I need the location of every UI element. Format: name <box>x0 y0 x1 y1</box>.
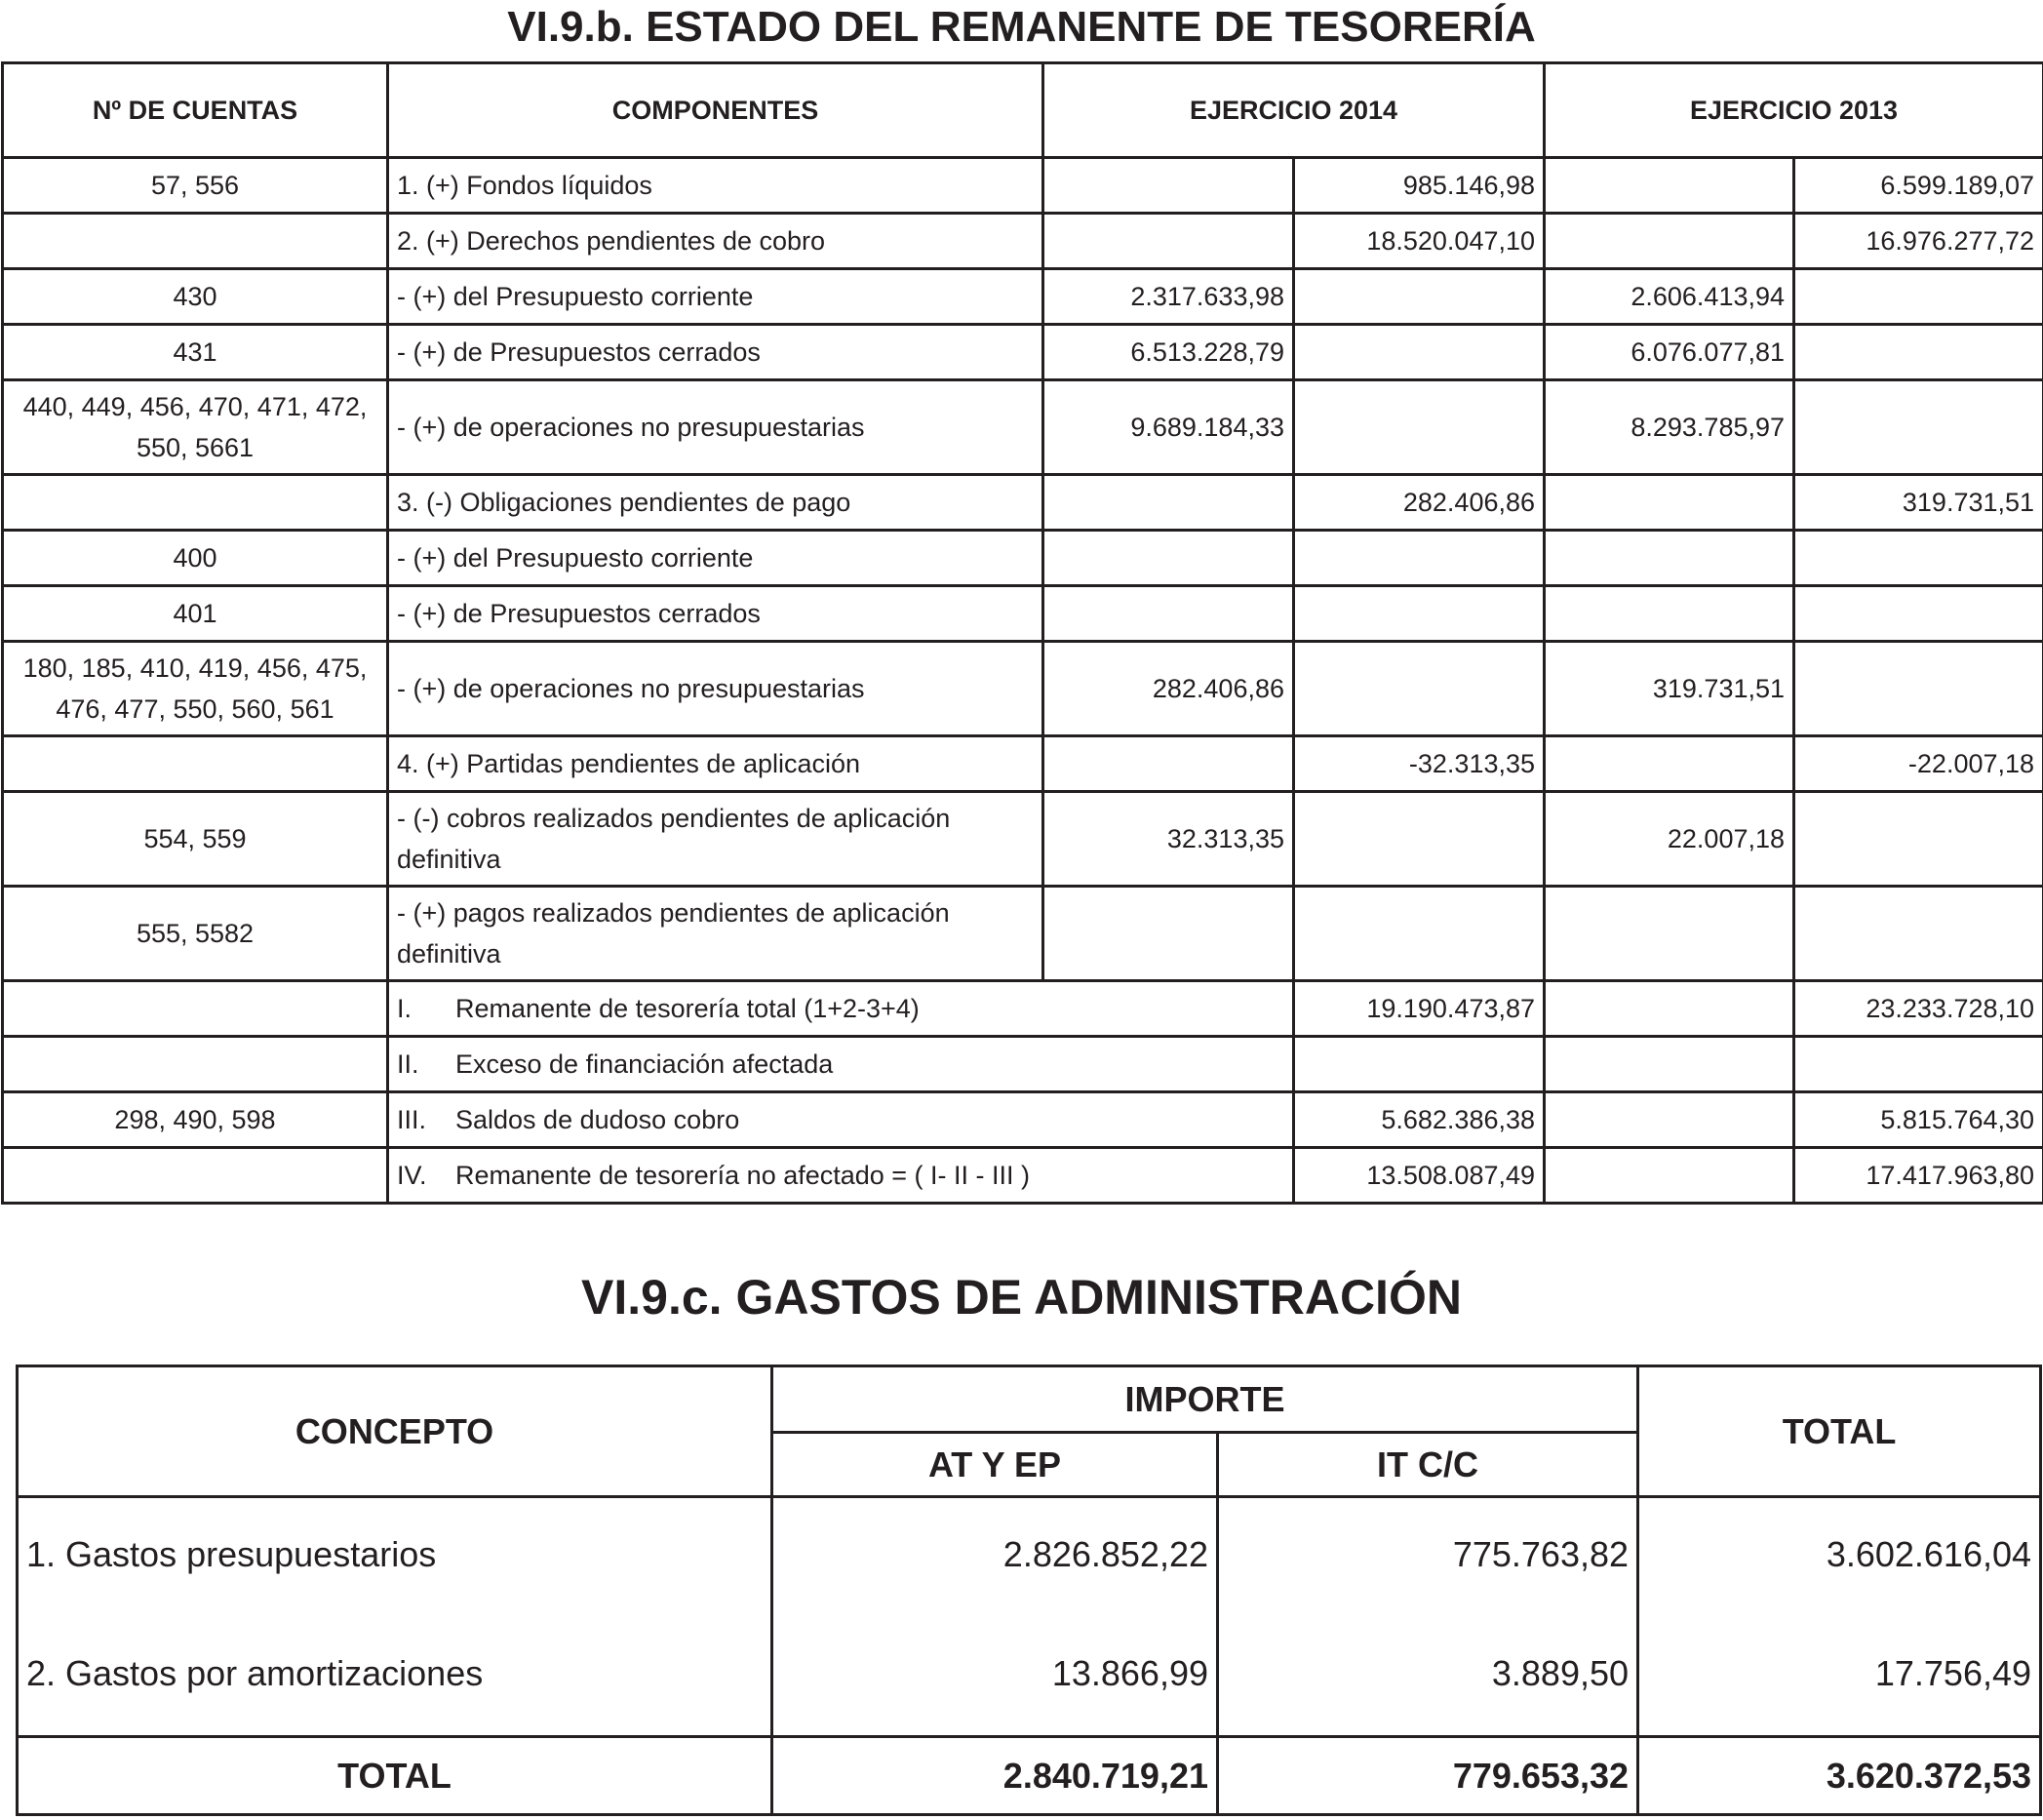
title-remanente-tesoreria: VI.9.b. ESTADO DEL REMANENTE DE TESORERÍA <box>507 3 1536 51</box>
componente-cell: - (-) cobros realizados pendientes de aplicación definitiva <box>388 792 1043 887</box>
cuentas-cell <box>3 1037 388 1092</box>
summary-row <box>3 1037 2043 1092</box>
cuentas-cell: 555, 5582 <box>3 887 388 981</box>
table-row <box>3 214 2043 269</box>
value-2013-detail <box>1545 586 1794 642</box>
header-it-cc: IT C/C <box>1218 1433 1638 1497</box>
remanente-tesoreria-table <box>1 61 2043 1205</box>
title-gastos-administracion: VI.9.c. GASTOS DE ADMINISTRACIÓN <box>581 1270 1462 1325</box>
table-row <box>3 531 2043 586</box>
value-2014-total <box>1294 1037 1545 1092</box>
at-y-ep-total: 2.840.719,21 <box>772 1737 1218 1815</box>
value-2014-total: 985.146,98 <box>1294 158 1545 214</box>
componente-cell: - (+) de operaciones no presupuestarias <box>388 642 1043 736</box>
cuentas-cell <box>3 214 388 269</box>
value-2013-total: 319.731,51 <box>1794 475 2043 531</box>
value-2013-total: 6.599.189,07 <box>1794 158 2043 214</box>
value-2014-total: 18.520.047,10 <box>1294 214 1545 269</box>
value-2013-total: -22.007,18 <box>1794 736 2043 792</box>
cuentas-cell <box>3 475 388 531</box>
header-ejercicio-2014: EJERCICIO 2014 <box>1043 63 1545 158</box>
value-2014-total: 282.406,86 <box>1294 475 1545 531</box>
cuentas-cell: 180, 185, 410, 419, 456, 475, 476, 477, 550, 560, 561 <box>3 642 388 736</box>
value-2013-detail <box>1545 1092 1794 1148</box>
value-2013-detail: 8.293.785,97 <box>1545 380 1794 475</box>
it-cc-total: 779.653,32 <box>1218 1737 1638 1815</box>
cuentas-cell <box>3 1148 388 1204</box>
componente-cell: 2. (+) Derechos pendientes de cobro <box>388 214 1043 269</box>
table-header-row <box>3 63 2043 158</box>
concepto-cell: 2. Gastos por amortizaciones <box>18 1612 772 1737</box>
summary-label <box>388 1148 1294 1204</box>
roman-numeral: IV. <box>397 1161 427 1190</box>
componente-cell: - (+) del Presupuesto corriente <box>388 269 1043 325</box>
table-header-row <box>18 1366 2041 1433</box>
summary-row <box>3 1092 2043 1148</box>
cuentas-cell: 401 <box>3 586 388 642</box>
value-2014-total <box>1294 586 1545 642</box>
table-row <box>3 158 2043 214</box>
cuentas-cell: 298, 490, 598 <box>3 1092 388 1148</box>
it-cc-cell: 775.763,82 <box>1218 1497 1638 1612</box>
header-at-y-ep: AT Y EP <box>772 1433 1218 1497</box>
roman-numeral: III. <box>397 1105 427 1134</box>
table-row <box>3 642 2043 736</box>
value-2014-total <box>1294 642 1545 736</box>
cuentas-cell: 57, 556 <box>3 158 388 214</box>
value-2013-total <box>1794 380 2043 475</box>
value-2013-detail: 319.731,51 <box>1545 642 1794 736</box>
value-2014-detail: 2.317.633,98 <box>1043 269 1294 325</box>
value-2013-detail <box>1545 1037 1794 1092</box>
total-cell: 3.602.616,04 <box>1638 1497 2041 1612</box>
value-2014-total <box>1294 887 1545 981</box>
table-row <box>3 380 2043 475</box>
value-2014-detail <box>1043 475 1294 531</box>
at-y-ep-cell: 13.866,99 <box>772 1612 1218 1737</box>
table-row <box>3 475 2043 531</box>
table-row <box>3 792 2043 887</box>
value-2013-total <box>1794 887 2043 981</box>
cuentas-cell <box>3 981 388 1037</box>
value-2014-total: 5.682.386,38 <box>1294 1092 1545 1148</box>
value-2013-detail: 22.007,18 <box>1545 792 1794 887</box>
value-2014-total: 13.508.087,49 <box>1294 1148 1545 1204</box>
cuentas-cell: 440, 449, 456, 470, 471, 472, 550, 5661 <box>3 380 388 475</box>
value-2013-total <box>1794 792 2043 887</box>
value-2014-total: 19.190.473,87 <box>1294 981 1545 1037</box>
value-2014-detail <box>1043 214 1294 269</box>
total-row <box>18 1737 2041 1815</box>
cuentas-cell: 554, 559 <box>3 792 388 887</box>
summary-row <box>3 1148 2043 1204</box>
value-2013-total <box>1794 325 2043 380</box>
value-2013-total <box>1794 269 2043 325</box>
value-2013-detail <box>1545 981 1794 1037</box>
summary-label <box>388 981 1294 1037</box>
value-2013-detail <box>1545 475 1794 531</box>
concepto-cell: 1. Gastos presupuestarios <box>18 1497 772 1612</box>
value-2013-total <box>1794 531 2043 586</box>
value-2013-total: 17.417.963,80 <box>1794 1148 2043 1204</box>
grand-total: 3.620.372,53 <box>1638 1737 2041 1815</box>
componente-cell: - (+) de Presupuestos cerrados <box>388 325 1043 380</box>
summary-text: Exceso de financiación afectada <box>455 1049 834 1079</box>
value-2014-total <box>1294 792 1545 887</box>
value-2013-detail <box>1545 887 1794 981</box>
componente-cell: 1. (+) Fondos líquidos <box>388 158 1043 214</box>
table-row <box>18 1612 2041 1737</box>
summary-label <box>388 1092 1294 1148</box>
value-2014-detail: 6.513.228,79 <box>1043 325 1294 380</box>
table-row <box>3 736 2043 792</box>
value-2013-total: 23.233.728,10 <box>1794 981 2043 1037</box>
table-row <box>3 269 2043 325</box>
total-cell: 17.756,49 <box>1638 1612 2041 1737</box>
value-2013-total: 5.815.764,30 <box>1794 1092 2043 1148</box>
summary-text: Remanente de tesorería total (1+2-3+4) <box>455 994 920 1023</box>
value-2013-detail <box>1545 214 1794 269</box>
value-2013-detail: 2.606.413,94 <box>1545 269 1794 325</box>
componente-cell: 4. (+) Partidas pendientes de aplicación <box>388 736 1043 792</box>
summary-text: Saldos de dudoso cobro <box>455 1105 740 1134</box>
value-2013-detail <box>1545 158 1794 214</box>
componente-cell: 3. (-) Obligaciones pendientes de pago <box>388 475 1043 531</box>
gastos-administracion-table <box>16 1365 2042 1816</box>
componente-cell: - (+) de operaciones no presupuestarias <box>388 380 1043 475</box>
value-2014-total <box>1294 531 1545 586</box>
componente-cell: - (+) del Presupuesto corriente <box>388 531 1043 586</box>
value-2013-detail <box>1545 1148 1794 1204</box>
table-row <box>3 325 2043 380</box>
cuentas-cell: 430 <box>3 269 388 325</box>
componente-cell: - (+) de Presupuestos cerrados <box>388 586 1043 642</box>
value-2014-detail: 32.313,35 <box>1043 792 1294 887</box>
summary-text: Remanente de tesorería no afectado = ( I- II - III ) <box>455 1161 1031 1190</box>
cuentas-cell <box>3 736 388 792</box>
total-label: TOTAL <box>18 1737 772 1815</box>
value-2014-total <box>1294 325 1545 380</box>
value-2013-detail <box>1545 736 1794 792</box>
table-row <box>3 586 2043 642</box>
header-total: TOTAL <box>1638 1366 2041 1497</box>
cuentas-cell: 431 <box>3 325 388 380</box>
header-concepto: CONCEPTO <box>18 1366 772 1497</box>
value-2013-detail <box>1545 531 1794 586</box>
at-y-ep-cell: 2.826.852,22 <box>772 1497 1218 1612</box>
roman-numeral: I. <box>397 994 413 1023</box>
value-2014-detail <box>1043 887 1294 981</box>
value-2013-total: 16.976.277,72 <box>1794 214 2043 269</box>
value-2013-total <box>1794 642 2043 736</box>
value-2014-total: -32.313,35 <box>1294 736 1545 792</box>
value-2014-detail <box>1043 736 1294 792</box>
value-2014-total <box>1294 380 1545 475</box>
value-2014-detail <box>1043 158 1294 214</box>
value-2013-total <box>1794 586 2043 642</box>
value-2014-detail: 9.689.184,33 <box>1043 380 1294 475</box>
value-2014-detail <box>1043 586 1294 642</box>
header-componentes: COMPONENTES <box>388 63 1043 158</box>
summary-label <box>388 1037 1294 1092</box>
value-2013-detail: 6.076.077,81 <box>1545 325 1794 380</box>
value-2013-total <box>1794 1037 2043 1092</box>
table-row <box>18 1497 2041 1612</box>
header-cuentas: Nº DE CUENTAS <box>3 63 388 158</box>
header-ejercicio-2013: EJERCICIO 2013 <box>1545 63 2043 158</box>
table-row <box>3 887 2043 981</box>
header-importe: IMPORTE <box>772 1366 1638 1433</box>
value-2014-total <box>1294 269 1545 325</box>
roman-numeral: II. <box>397 1049 419 1079</box>
value-2014-detail <box>1043 531 1294 586</box>
value-2014-detail: 282.406,86 <box>1043 642 1294 736</box>
componente-cell: - (+) pagos realizados pendientes de aplicación definitiva <box>388 887 1043 981</box>
summary-row <box>3 981 2043 1037</box>
cuentas-cell: 400 <box>3 531 388 586</box>
it-cc-cell: 3.889,50 <box>1218 1612 1638 1737</box>
